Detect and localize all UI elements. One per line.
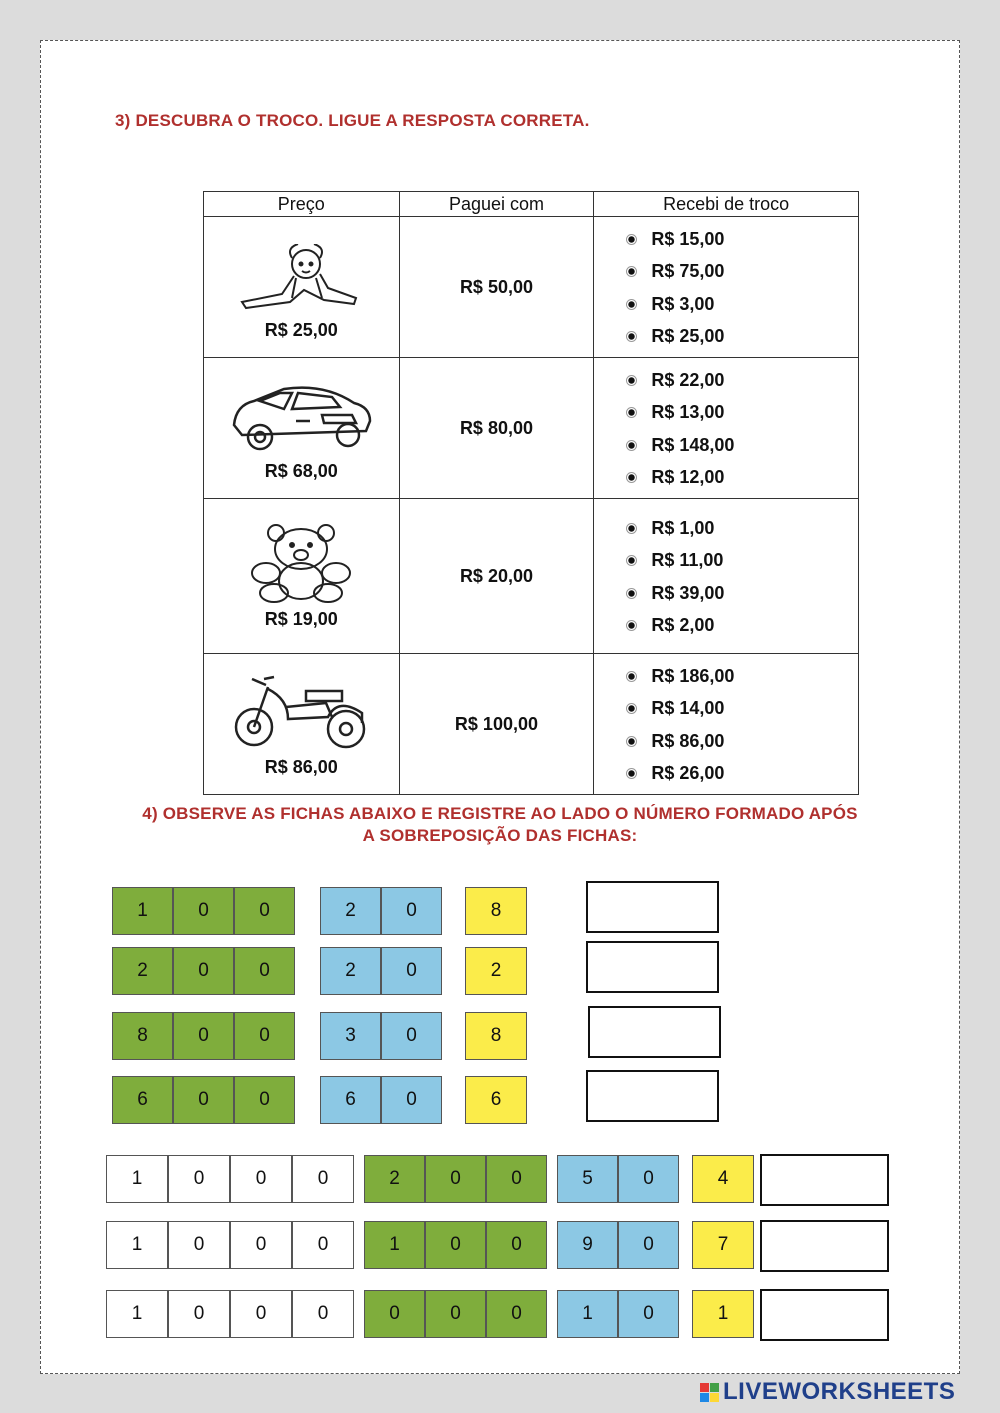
yellow-ficha — [465, 887, 527, 935]
ficha-digit: 2 — [112, 947, 173, 995]
blue-ficha — [320, 1012, 442, 1060]
change-option-label: R$ 3,00 — [651, 293, 715, 314]
ficha-digit: 2 — [465, 947, 527, 995]
ficha-digit: 1 — [106, 1290, 168, 1338]
change-option-label: R$ 186,00 — [651, 665, 735, 686]
radio-dot-icon[interactable] — [626, 407, 637, 418]
teddy-bear-icon — [204, 523, 399, 603]
change-option[interactable] — [626, 462, 858, 495]
change-option-label: R$ 15,00 — [651, 228, 725, 249]
change-option-label: R$ 86,00 — [651, 730, 725, 751]
radio-dot-icon[interactable] — [626, 620, 637, 631]
ficha-digit: 0 — [486, 1290, 547, 1338]
ficha-digit: 0 — [618, 1155, 679, 1203]
table-row — [204, 217, 859, 358]
change-option[interactable] — [626, 397, 858, 430]
question-4-title — [60, 803, 940, 847]
change-options-list — [594, 654, 858, 794]
change-option[interactable] — [626, 758, 858, 791]
ficha-digit: 0 — [168, 1290, 230, 1338]
green-ficha — [364, 1290, 547, 1338]
yellow-ficha — [692, 1155, 754, 1203]
ficha-digit: 5 — [557, 1155, 618, 1203]
white-ficha — [106, 1155, 354, 1203]
change-option[interactable] — [626, 725, 858, 758]
ficha-digit: 1 — [106, 1221, 168, 1269]
yellow-ficha — [692, 1290, 754, 1338]
change-option-label: R$ 1,00 — [651, 517, 715, 538]
green-ficha — [112, 1012, 295, 1060]
ficha-digit: 0 — [425, 1155, 486, 1203]
ficha-digit: 8 — [112, 1012, 173, 1060]
ficha-digit: 2 — [320, 947, 381, 995]
change-option[interactable] — [626, 512, 858, 545]
ficha-digit: 6 — [112, 1076, 173, 1124]
change-option-label: R$ 13,00 — [651, 402, 725, 423]
radio-dot-icon[interactable] — [626, 299, 637, 310]
radio-dot-icon[interactable] — [626, 266, 637, 277]
green-ficha — [364, 1221, 547, 1269]
answer-box[interactable] — [586, 941, 719, 993]
blue-ficha — [557, 1155, 679, 1203]
answer-box[interactable] — [760, 1220, 889, 1272]
ficha-digit: 8 — [465, 887, 527, 935]
price-label: R$ 19,00 — [264, 608, 338, 629]
liveworksheets-logo — [700, 1378, 955, 1406]
ficha-digit: 0 — [234, 947, 295, 995]
ficha-digit: 7 — [692, 1221, 754, 1269]
radio-dot-icon[interactable] — [626, 555, 637, 566]
ficha-digit: 0 — [234, 887, 295, 935]
ficha-digit: 0 — [173, 1076, 234, 1124]
ficha-digit: 0 — [364, 1290, 425, 1338]
ficha-digit: 0 — [173, 887, 234, 935]
radio-dot-icon[interactable] — [626, 472, 637, 483]
answer-box[interactable] — [588, 1006, 721, 1058]
paid-cell: R$ 80,00 — [399, 358, 594, 499]
change-option[interactable] — [626, 660, 858, 693]
yellow-ficha — [465, 1012, 527, 1060]
ficha-digit: 0 — [234, 1012, 295, 1060]
change-option-label: R$ 75,00 — [651, 261, 725, 282]
car-icon — [204, 375, 399, 455]
white-ficha — [106, 1221, 354, 1269]
liveworksheets-logo-icon — [700, 1383, 719, 1402]
change-option-label: R$ 39,00 — [651, 582, 725, 603]
ficha-digit: 0 — [292, 1155, 354, 1203]
change-options-list — [594, 217, 858, 357]
question-4-title-line2: A SOBREPOSIÇÃO DAS FICHAS: — [362, 826, 638, 845]
question-3-title: 3) DESCUBRA O TROCO. LIGUE A RESPOSTA CORRETA. — [115, 111, 590, 130]
ficha-digit: 1 — [557, 1290, 618, 1338]
ficha-digit: 6 — [465, 1076, 527, 1124]
yellow-ficha — [465, 1076, 527, 1124]
question-4-title-line1: 4) OBSERVE AS FICHAS ABAIXO E REGISTRE AO LADO O NÚMERO FORMADO APÓS — [142, 804, 858, 823]
price-label: R$ 86,00 — [264, 756, 338, 777]
change-option-label: R$ 148,00 — [651, 434, 735, 455]
change-options-cell — [594, 358, 859, 499]
change-options-list — [594, 506, 858, 646]
ficha-digit: 1 — [364, 1221, 425, 1269]
radio-dot-icon[interactable] — [626, 703, 637, 714]
green-ficha — [112, 1076, 295, 1124]
blue-ficha — [320, 947, 442, 995]
ficha-digit: 0 — [168, 1221, 230, 1269]
ficha-digit: 6 — [320, 1076, 381, 1124]
change-option-label: R$ 11,00 — [651, 550, 724, 571]
answer-box[interactable] — [586, 881, 719, 933]
ficha-digit: 0 — [173, 1012, 234, 1060]
ficha-digit: 0 — [230, 1221, 292, 1269]
tricycle-icon — [204, 671, 399, 751]
change-option[interactable] — [626, 288, 858, 321]
change-option[interactable] — [626, 364, 858, 397]
header-change: Recebi de troco — [594, 192, 859, 217]
answer-box[interactable] — [586, 1070, 719, 1122]
paid-cell: R$ 50,00 — [399, 217, 594, 358]
change-options-list — [594, 358, 858, 498]
ficha-digit: 4 — [692, 1155, 754, 1203]
table-row — [204, 654, 859, 795]
liveworksheets-brand: LIVEWORKSHEETS — [723, 1378, 956, 1405]
ficha-digit: 9 — [557, 1221, 618, 1269]
yellow-ficha — [465, 947, 527, 995]
table-row — [204, 358, 859, 499]
radio-dot-icon[interactable] — [626, 234, 637, 245]
ficha-digit: 0 — [381, 887, 442, 935]
change-options-cell — [594, 499, 859, 654]
ficha-digit: 0 — [168, 1155, 230, 1203]
ficha-digit: 1 — [106, 1155, 168, 1203]
change-option[interactable] — [626, 223, 858, 256]
fichas-panel — [104, 865, 892, 1343]
price-cell — [204, 499, 400, 654]
ficha-digit: 0 — [381, 1012, 442, 1060]
ficha-digit: 0 — [618, 1290, 679, 1338]
radio-dot-icon[interactable] — [626, 523, 637, 534]
blue-ficha — [320, 1076, 442, 1124]
change-table — [203, 191, 859, 795]
price-label: R$ 25,00 — [264, 319, 338, 340]
blue-ficha — [557, 1221, 679, 1269]
ficha-digit: 0 — [486, 1155, 547, 1203]
radio-dot-icon[interactable] — [626, 768, 637, 779]
header-paid: Paguei com — [399, 192, 594, 217]
yellow-ficha — [692, 1221, 754, 1269]
ficha-digit: 1 — [692, 1290, 754, 1338]
change-option-label: R$ 12,00 — [651, 467, 725, 488]
radio-dot-icon[interactable] — [626, 331, 637, 342]
ficha-digit: 8 — [465, 1012, 527, 1060]
blue-ficha — [557, 1290, 679, 1338]
blue-ficha — [320, 887, 442, 935]
radio-dot-icon[interactable] — [626, 736, 637, 747]
ficha-digit: 0 — [486, 1221, 547, 1269]
answer-box[interactable] — [760, 1289, 889, 1341]
table-row — [204, 499, 859, 654]
doll-icon — [204, 234, 399, 314]
ficha-digit: 1 — [112, 887, 173, 935]
ficha-digit: 0 — [381, 1076, 442, 1124]
paid-cell: R$ 20,00 — [399, 499, 594, 654]
change-option[interactable] — [626, 693, 858, 726]
green-ficha — [112, 887, 295, 935]
ficha-digit: 0 — [230, 1290, 292, 1338]
ficha-digit: 0 — [292, 1290, 354, 1338]
change-option-label: R$ 25,00 — [651, 326, 725, 347]
change-options-cell — [594, 654, 859, 795]
radio-dot-icon[interactable] — [626, 375, 637, 386]
price-cell — [204, 654, 400, 795]
ficha-digit: 0 — [292, 1221, 354, 1269]
ficha-digit: 2 — [320, 887, 381, 935]
change-option-label: R$ 26,00 — [651, 763, 725, 784]
ficha-digit: 0 — [425, 1221, 486, 1269]
ficha-digit: 3 — [320, 1012, 381, 1060]
ficha-digit: 0 — [425, 1290, 486, 1338]
change-option-label: R$ 14,00 — [651, 698, 725, 719]
radio-dot-icon[interactable] — [626, 440, 637, 451]
ficha-digit: 0 — [234, 1076, 295, 1124]
ficha-digit: 0 — [173, 947, 234, 995]
change-option[interactable] — [626, 256, 858, 289]
ficha-digit: 0 — [381, 947, 442, 995]
ficha-digit: 0 — [618, 1221, 679, 1269]
radio-dot-icon[interactable] — [626, 588, 637, 599]
change-option[interactable] — [626, 321, 858, 354]
change-options-cell — [594, 217, 859, 358]
green-ficha — [112, 947, 295, 995]
change-option[interactable] — [626, 610, 858, 643]
ficha-digit: 0 — [230, 1155, 292, 1203]
change-option[interactable] — [626, 545, 858, 578]
price-cell — [204, 217, 400, 358]
change-option-label: R$ 2,00 — [651, 615, 715, 636]
answer-box[interactable] — [760, 1154, 889, 1206]
ficha-digit: 2 — [364, 1155, 425, 1203]
change-option[interactable] — [626, 429, 858, 462]
change-option-label: R$ 22,00 — [651, 369, 725, 390]
green-ficha — [364, 1155, 547, 1203]
paid-cell: R$ 100,00 — [399, 654, 594, 795]
white-ficha — [106, 1290, 354, 1338]
price-label: R$ 68,00 — [264, 460, 338, 481]
header-price: Preço — [204, 192, 400, 217]
radio-dot-icon[interactable] — [626, 671, 637, 682]
change-option[interactable] — [626, 577, 858, 610]
price-cell — [204, 358, 400, 499]
